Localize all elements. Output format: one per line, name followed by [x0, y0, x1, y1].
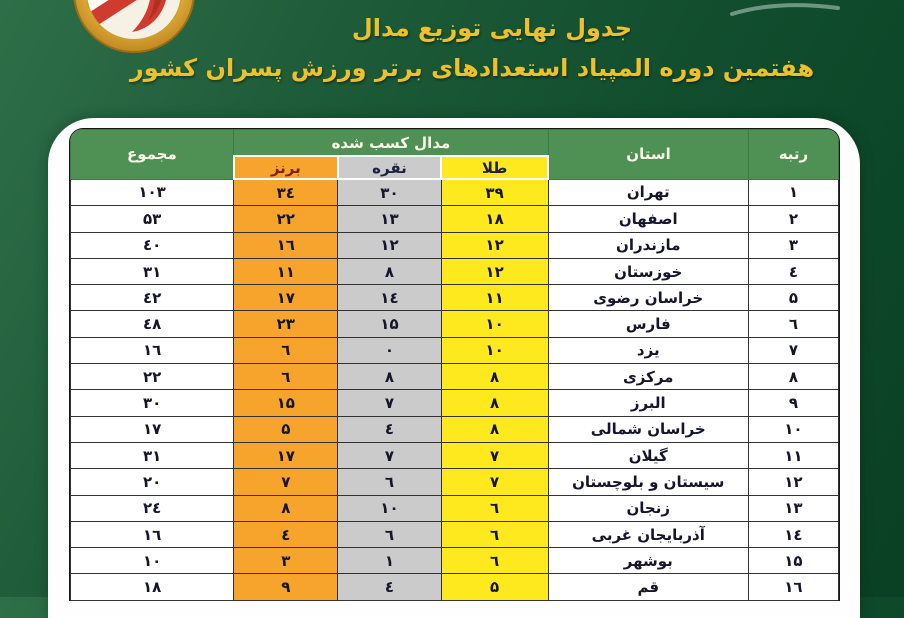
rank-cell: ٦ [748, 311, 838, 337]
bronze-count-cell: ۲۲ [234, 206, 338, 232]
total-count-cell: ۳۰ [71, 390, 234, 416]
bronze-count-cell: ۱٦ [234, 232, 338, 258]
page-subtitle: هفتمین دوره المپیاد استعدادهای برتر ورزش پسران کشور [129, 54, 815, 82]
rank-cell: ۷ [748, 337, 838, 363]
table-row [71, 337, 839, 363]
total-count-cell: ۳۱ [71, 442, 234, 468]
bronze-count-cell: ۳ [234, 548, 338, 574]
province-cell: بوشهر [548, 548, 748, 574]
silver-count-cell: ۷ [338, 390, 441, 416]
rank-cell: ۲ [748, 206, 838, 232]
rank-cell: ۸ [748, 364, 838, 390]
total-count-cell: ٤۲ [71, 285, 234, 311]
silver-count-cell: ۱۳ [338, 206, 441, 232]
rank-cell: ۹ [748, 390, 838, 416]
table-row [71, 548, 839, 574]
silver-count-cell: ۱۵ [338, 311, 441, 337]
table-row [71, 285, 839, 311]
table-row [71, 495, 839, 521]
province-cell: آذربایجان غربی [548, 521, 748, 547]
rank-cell: ۱٤ [748, 521, 838, 547]
rank-cell: ٤ [748, 258, 838, 284]
province-cell: مازندران [548, 232, 748, 258]
province-cell: زنجان [548, 495, 748, 521]
total-count-cell: ۱۰ [71, 548, 234, 574]
rank-cell: ۱۵ [748, 548, 838, 574]
province-cell: خوزستان [548, 258, 748, 284]
table-row [71, 390, 839, 416]
total-count-cell: ۲٤ [71, 495, 234, 521]
header-row-group [71, 130, 839, 157]
gold-count-cell: ۸ [441, 416, 548, 442]
province-cell: خراسان رضوی [548, 285, 748, 311]
bronze-count-cell: ۱۷ [234, 285, 338, 311]
province-header: استان [548, 130, 748, 180]
rank-cell: ۱ [748, 179, 838, 206]
table-row [71, 521, 839, 547]
gold-count-cell: ۱۰ [441, 337, 548, 363]
total-count-cell: ۳۱ [71, 258, 234, 284]
rank-cell: ۵ [748, 285, 838, 311]
gold-count-cell: ۵ [441, 574, 548, 600]
silver-count-cell: ٦ [338, 469, 441, 495]
province-cell: سیستان و بلوچستان [548, 469, 748, 495]
silver-header: نقره [338, 156, 441, 179]
table-row [71, 258, 839, 284]
table-row [71, 206, 839, 232]
bronze-count-cell: ۱۵ [234, 390, 338, 416]
total-count-cell: ۱۸ [71, 574, 234, 600]
total-count-cell: ۱٦ [71, 337, 234, 363]
silver-count-cell: ٦ [338, 521, 441, 547]
silver-count-cell: ۰ [338, 337, 441, 363]
total-count-cell: ٤۰ [71, 232, 234, 258]
total-header: مجموع [71, 130, 234, 180]
province-cell: البرز [548, 390, 748, 416]
province-cell: اصفهان [548, 206, 748, 232]
bronze-count-cell: ۹ [234, 574, 338, 600]
bronze-count-cell: ٦ [234, 364, 338, 390]
medal-table-body [71, 179, 839, 600]
silver-count-cell: ۱٤ [338, 285, 441, 311]
silver-count-cell: ۸ [338, 364, 441, 390]
bronze-count-cell: ۷ [234, 469, 338, 495]
silver-count-cell: ۱۰ [338, 495, 441, 521]
rank-cell: ۱۲ [748, 469, 838, 495]
gold-count-cell: ۱۲ [441, 232, 548, 258]
province-cell: تهران [548, 179, 748, 206]
province-cell: قم [548, 574, 748, 600]
bronze-count-cell: ۳٤ [234, 179, 338, 206]
silver-count-cell: ۳۰ [338, 179, 441, 206]
province-cell: مرکزی [548, 364, 748, 390]
bronze-count-cell: ۱۱ [234, 258, 338, 284]
total-count-cell: ۵۳ [71, 206, 234, 232]
rank-cell: ۱۳ [748, 495, 838, 521]
medal-table [70, 129, 839, 601]
rank-header: رتبه [748, 130, 838, 180]
total-count-cell: ۱٦ [71, 521, 234, 547]
silver-count-cell: ۷ [338, 442, 441, 468]
medals-group-header: مدال کسب شده [234, 130, 548, 157]
province-cell: گیلان [548, 442, 748, 468]
gold-count-cell: ۱۱ [441, 285, 548, 311]
bronze-count-cell: ۱۷ [234, 442, 338, 468]
medal-table-wrap [69, 128, 840, 601]
bronze-count-cell: ۵ [234, 416, 338, 442]
rank-cell: ۱۱ [748, 442, 838, 468]
table-row [71, 442, 839, 468]
province-cell: خراسان شمالی [548, 416, 748, 442]
province-cell: فارس [548, 311, 748, 337]
rank-cell: ۳ [748, 232, 838, 258]
total-count-cell: ۲۰ [71, 469, 234, 495]
table-row [71, 311, 839, 337]
gold-count-cell: ٦ [441, 521, 548, 547]
bronze-header: برنز [234, 156, 338, 179]
gold-count-cell: ۸ [441, 390, 548, 416]
table-row [71, 574, 839, 600]
rank-cell: ۱٦ [748, 574, 838, 600]
total-count-cell: ۱۰۳ [71, 179, 234, 206]
gold-count-cell: ٦ [441, 495, 548, 521]
gold-count-cell: ۳۹ [441, 179, 548, 206]
silver-count-cell: ۱ [338, 548, 441, 574]
total-count-cell: ۲۲ [71, 364, 234, 390]
bronze-count-cell: ٦ [234, 337, 338, 363]
gold-count-cell: ۷ [441, 469, 548, 495]
gold-count-cell: ٦ [441, 548, 548, 574]
silver-count-cell: ۸ [338, 258, 441, 284]
gold-count-cell: ۷ [441, 442, 548, 468]
page-title: جدول نهایی توزیع مدال [351, 14, 633, 42]
table-row [71, 416, 839, 442]
table-row [71, 469, 839, 495]
total-count-cell: ۱۷ [71, 416, 234, 442]
province-cell: یزد [548, 337, 748, 363]
table-row [71, 364, 839, 390]
table-row [71, 232, 839, 258]
silver-count-cell: ٤ [338, 574, 441, 600]
bronze-count-cell: ٤ [234, 521, 338, 547]
gold-count-cell: ۸ [441, 364, 548, 390]
gold-count-cell: ۱۲ [441, 258, 548, 284]
gold-header: طلا [441, 156, 548, 179]
table-header [71, 130, 839, 180]
silver-count-cell: ٤ [338, 416, 441, 442]
bronze-count-cell: ۸ [234, 495, 338, 521]
silver-count-cell: ۱۲ [338, 232, 441, 258]
total-count-cell: ٤۸ [71, 311, 234, 337]
gold-count-cell: ۱۸ [441, 206, 548, 232]
gold-count-cell: ۱۰ [441, 311, 548, 337]
table-row [71, 179, 839, 206]
table-frame [48, 118, 860, 618]
rank-cell: ۱۰ [748, 416, 838, 442]
bronze-count-cell: ۲۳ [234, 311, 338, 337]
